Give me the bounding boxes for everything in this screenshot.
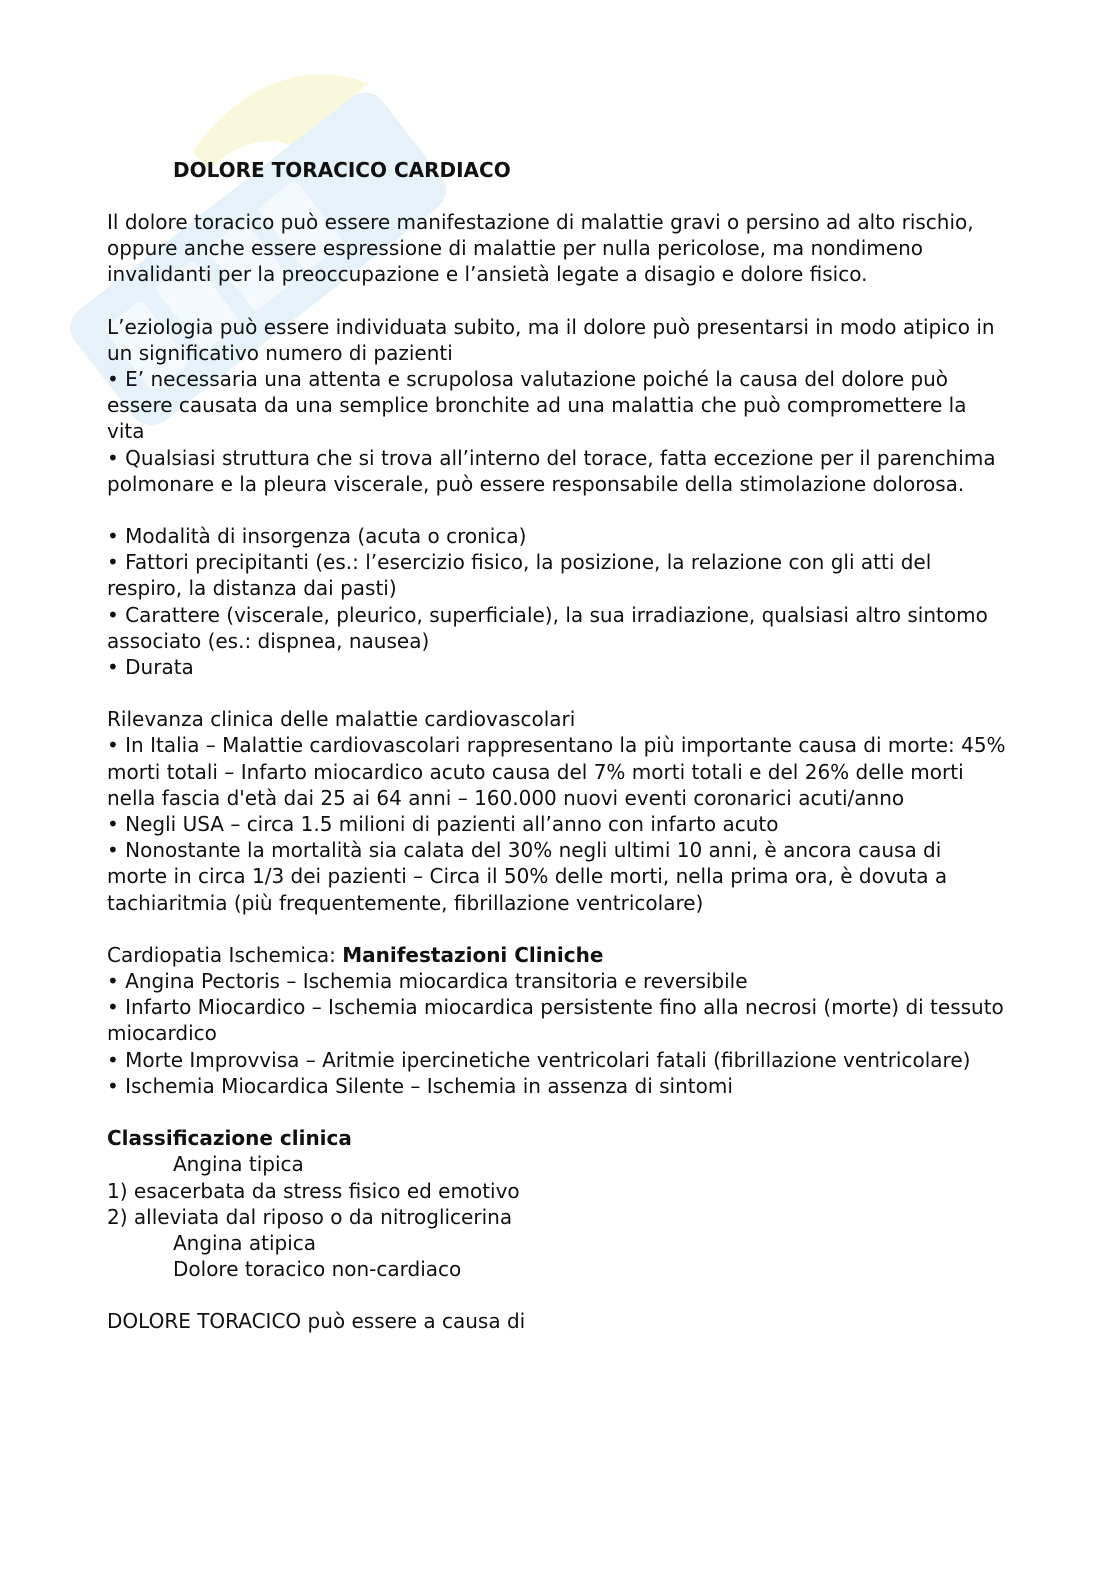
ischemic-heading-prefix: Cardiopatia Ischemica: bbox=[107, 942, 343, 967]
paragraph-gap bbox=[107, 497, 1007, 523]
assessment-bullet: • Fattori precipitanti (es.: l’esercizio fisico, la posizione, la relazione con gli atti del respiro, la distanza dai pasti) bbox=[107, 550, 932, 601]
assessment-bullet: • Durata bbox=[107, 655, 194, 680]
paragraph-gap bbox=[107, 288, 1007, 314]
classification-heading: Classificazione clinica bbox=[107, 1126, 352, 1151]
classification-non-cardiac: Dolore toracico non-cardiaco bbox=[173, 1257, 462, 1282]
ischemic-heading bbox=[107, 942, 1007, 968]
ischemic-bullet: • Morte Improvvisa – Aritmie ipercinetiche ventricolari fatali (fibrillazione ventricolare) bbox=[107, 1047, 971, 1072]
ischemic-bullet: • Infarto Miocardico – Ischemia miocardica persistente fino alla necrosi (morte) di tessuto miocardico bbox=[107, 995, 1004, 1046]
document-title: DOLORE TORACICO CARDIACO bbox=[173, 158, 511, 182]
assessment-bullet: • Modalità di insorgenza (acuta o cronica) bbox=[107, 524, 527, 549]
paragraph-gap bbox=[107, 1282, 1007, 1308]
etiology-paragraph: L’eziologia può essere individuata subito, ma il dolore può presentarsi in modo atipico in un significativo numero di pazienti bbox=[107, 314, 995, 365]
ischemic-bullet: • Ischemia Miocardica Silente – Ischemia in assenza di sintomi bbox=[107, 1073, 733, 1098]
ischemic-heading-bold: Manifestazioni Cliniche bbox=[342, 942, 604, 967]
paragraph-gap bbox=[107, 1099, 1007, 1125]
ischemic-bullet: • Angina Pectoris – Ischemia miocardica transitoria e reversibile bbox=[107, 969, 748, 994]
relevance-bullet: • Negli USA – circa 1.5 milioni di pazienti all’anno con infarto acuto bbox=[107, 812, 779, 837]
document-page bbox=[107, 157, 1007, 1335]
intro-paragraph: Il dolore toracico può essere manifestazione di malattie gravi o persino ad alto rischio, oppure anche essere espressione di malattie per nulla pericolose, ma nondimeno invalidanti per la preoccupazione e l’ansietà legate a disagio e dolore fisico. bbox=[107, 210, 974, 287]
paragraph-gap bbox=[107, 680, 1007, 706]
classification-typical: Angina tipica bbox=[173, 1152, 304, 1177]
etiology-bullet-continuation: polmonare e la pleura viscerale, può essere responsabile della stimolazione dolorosa. bbox=[107, 471, 965, 496]
classification-point: 2) alleviata dal riposo o da nitroglicerina bbox=[107, 1204, 513, 1229]
assessment-bullet: • Carattere (viscerale, pleurico, superficiale), la sua irradiazione, qualsiasi altro sintomo associato (es.: dispnea, nausea) bbox=[107, 602, 988, 653]
closing-line: DOLORE TORACICO può essere a causa di bbox=[107, 1309, 526, 1334]
etiology-bullet: • Qualsiasi struttura che si trova all’interno del torace, fatta eccezione per il parenchima bbox=[107, 445, 996, 470]
paragraph-gap bbox=[107, 916, 1007, 942]
classification-point: 1) esacerbata da stress fisico ed emotivo bbox=[107, 1178, 520, 1203]
relevance-heading: Rilevanza clinica delle malattie cardiovascolari bbox=[107, 707, 576, 732]
relevance-bullet: • In Italia – Malattie cardiovascolari rappresentano la più importante causa di morte: 45% morti totali – Infarto miocardico acuto causa del 7% morti totali e del 26% delle morti nella fascia d'età dai 25 ai 64 anni – 160.000 nuovi eventi coronarici acuti/anno bbox=[107, 733, 1006, 810]
classification-atypical: Angina atipica bbox=[173, 1230, 317, 1255]
relevance-bullet: • Nonostante la mortalità sia calata del 30% negli ultimi 10 anni, è ancora causa di morte in circa 1/3 dei pazienti – Circa il 50% delle morti, nella prima ora, è dovuta a tachiaritmia (più frequentemente, fibrillazione ventricolare) bbox=[107, 838, 948, 915]
etiology-bullet: • E’ necessaria una attenta e scrupolosa valutazione poiché la causa del dolore può essere causata da una semplice bronchite ad una malattia che può compromettere la vita bbox=[107, 367, 967, 444]
